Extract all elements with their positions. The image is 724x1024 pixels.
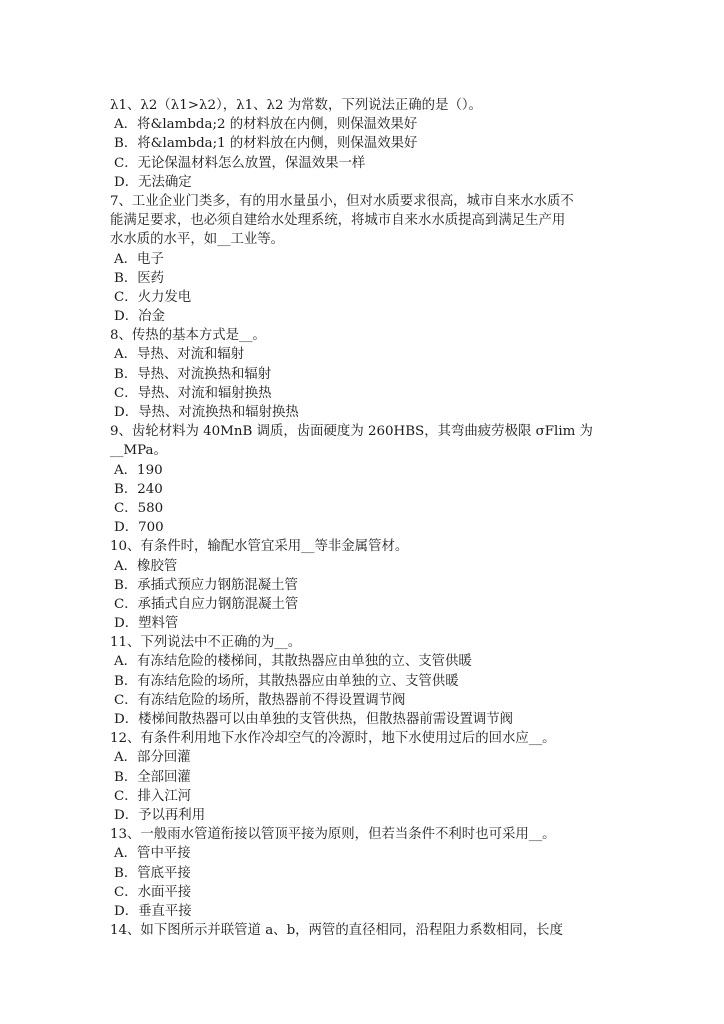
- answer-option: B．240: [114, 481, 163, 497]
- question-stem-line: 9、齿轮材料为 40MnB 调质，齿面硬度为 260HBS，其弯曲疲劳极限 σFlim 为: [110, 424, 593, 440]
- answer-option: C．水面平接: [114, 884, 192, 900]
- answer-option: B．有冻结危险的场所，其散热器应由单独的立、支管供暖: [114, 673, 459, 689]
- answer-option: C．火力发电: [114, 289, 192, 305]
- question-stem-line: 水水质的水平，如__工业等。: [110, 232, 285, 248]
- answer-option: A．橡胶管: [114, 558, 178, 574]
- answer-option: C．有冻结危险的场所，散热器前不得设置调节阀: [114, 692, 406, 708]
- answer-option: C．排入江河: [114, 788, 192, 804]
- answer-option: C．无论保温材料怎么放置，保温效果一样: [114, 155, 366, 171]
- question-stem-line: 14、如下图所示并联管道 a、b，两管的直径相同，沿程阻力系数相同，长度: [110, 923, 563, 939]
- answer-option: B．承插式预应力钢筋混凝土管: [114, 577, 298, 593]
- answer-option: D．垂直平接: [114, 903, 192, 919]
- answer-option: C．承插式自应力钢筋混凝土管: [114, 596, 299, 612]
- answer-option: A．有冻结危险的楼梯间，其散热器应由单独的立、支管供暖: [114, 654, 472, 670]
- answer-option: A．管中平接: [114, 846, 191, 862]
- question-stem-line: 能满足要求，也必须自建给水处理系统，将城市自来水水质提高到满足生产用: [110, 213, 566, 229]
- answer-option: B．全部回灌: [114, 769, 191, 785]
- question-stem-line: λ1、λ2（λ1>λ2），λ1、λ2 为常数，下列说法正确的是（）。: [110, 98, 482, 113]
- answer-option: C．580: [114, 500, 164, 516]
- answer-option: C．导热、对流和辐射换热: [114, 385, 272, 401]
- answer-option: B．管底平接: [114, 865, 191, 881]
- question-stem-line: 13、一般雨水管道衔接以管顶平接为原则，但若当条件不利时也可采用__。: [110, 827, 556, 843]
- answer-option: A．导热、对流和辐射: [114, 347, 245, 363]
- question-stem-line: 10、有条件时，输配水管宜采用__等非金属管材。: [110, 539, 409, 555]
- question-text-block: [110, 96, 620, 940]
- answer-option: D．塑料管: [114, 616, 179, 632]
- answer-option: A．将&lambda;2 的材料放在内侧，则保温效果好: [114, 117, 418, 133]
- answer-option: D．无法确定: [114, 174, 192, 190]
- answer-option: D．导热、对流换热和辐射换热: [114, 405, 299, 420]
- answer-option: A．电子: [114, 251, 164, 267]
- answer-option: B．导热、对流换热和辐射: [114, 366, 272, 382]
- question-stem-line: 11、下列说法中不正确的为__。: [110, 635, 302, 651]
- answer-option: D．予以再利用: [114, 807, 206, 823]
- answer-option: B．医药: [114, 270, 165, 286]
- answer-option: D．楼梯间散热器可以由单独的支管供热，但散热器前需设置调节阀: [114, 712, 514, 727]
- question-stem-line: 12、有条件利用地下水作冷却空气的冷源时，地下水使用过后的回水应__。: [110, 731, 556, 747]
- question-stem-line: 8、传热的基本方式是__。: [110, 328, 266, 344]
- answer-option: A．190: [114, 462, 163, 478]
- answer-option: B．将&lambda;1 的材料放在内侧，则保温效果好: [114, 136, 418, 152]
- answer-option: D．700: [114, 520, 164, 536]
- answer-option: A．部分回灌: [114, 750, 191, 766]
- question-stem-line: __MPa。: [110, 443, 167, 459]
- question-stem-line: 7、工业企业门类多，有的用水量虽小，但对水质要求很高，城市自来水水质不: [110, 193, 574, 209]
- answer-option: D．冶金: [114, 309, 165, 325]
